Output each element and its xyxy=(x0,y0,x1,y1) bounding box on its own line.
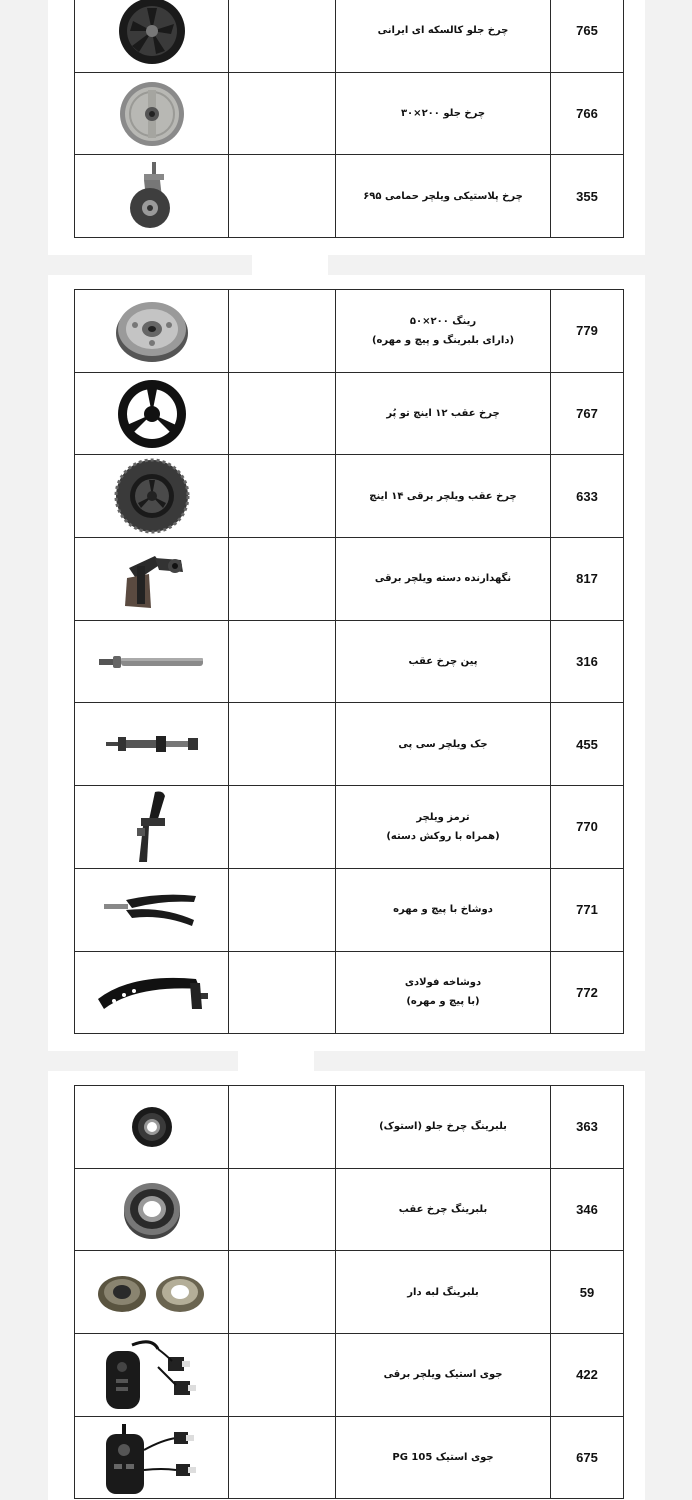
blank-cell xyxy=(229,1334,336,1417)
caster-wheel-icon xyxy=(122,160,182,232)
page-gap-strip xyxy=(252,255,328,275)
parts-table xyxy=(74,0,624,238)
product-image xyxy=(75,703,229,786)
three-spoke-wheel-icon xyxy=(116,378,188,450)
product-name: جوی استیک PG 105 xyxy=(336,1416,551,1499)
blank-cell xyxy=(229,1086,336,1169)
table-row xyxy=(75,72,624,155)
product-code: 772 xyxy=(551,951,624,1034)
product-code: 363 xyxy=(551,1086,624,1169)
catalog-page-1 xyxy=(48,0,645,255)
product-code: 346 xyxy=(551,1168,624,1251)
parts-table xyxy=(74,289,624,1034)
parts-table xyxy=(74,1085,624,1499)
product-name: دوشاخه فولادی (با پیچ و مهره) xyxy=(336,951,551,1034)
product-code: 767 xyxy=(551,372,624,455)
product-image xyxy=(75,951,229,1034)
blank-cell xyxy=(229,1251,336,1334)
blank-cell xyxy=(229,620,336,703)
blank-cell xyxy=(229,72,336,155)
table-row xyxy=(75,951,624,1034)
catalog-page-2 xyxy=(48,275,645,1051)
product-name: جک ویلچر سی پی xyxy=(336,703,551,786)
product-image xyxy=(75,155,229,238)
product-code: 316 xyxy=(551,620,624,703)
fork-icon xyxy=(102,890,202,930)
product-image xyxy=(75,786,229,869)
table-row xyxy=(75,620,624,703)
product-name: نگهدارنده دسته ویلچر برقی xyxy=(336,538,551,621)
blank-cell xyxy=(229,455,336,538)
product-image xyxy=(75,538,229,621)
product-image xyxy=(75,1168,229,1251)
table-row xyxy=(75,155,624,238)
product-image xyxy=(75,1334,229,1417)
blank-cell xyxy=(229,290,336,373)
steel-fork-icon xyxy=(92,969,212,1015)
product-image xyxy=(75,1416,229,1499)
handle-holder-icon xyxy=(115,546,189,612)
blank-cell xyxy=(229,951,336,1034)
table-row xyxy=(75,0,624,72)
product-image xyxy=(75,455,229,538)
blank-cell xyxy=(229,703,336,786)
product-name: پین چرخ عقب xyxy=(336,620,551,703)
large-bearing-icon xyxy=(122,1179,182,1241)
product-image xyxy=(75,620,229,703)
table-row xyxy=(75,538,624,621)
table-row xyxy=(75,868,624,951)
table-row xyxy=(75,372,624,455)
product-code: 765 xyxy=(551,0,624,72)
table-row xyxy=(75,1334,624,1417)
tread-tire-wheel-icon xyxy=(114,458,190,534)
product-image xyxy=(75,0,229,72)
product-image xyxy=(75,72,229,155)
gray-disc-wheel-icon xyxy=(118,80,186,148)
blank-cell xyxy=(229,0,336,72)
product-name: جوی استیک ویلچر برقی xyxy=(336,1334,551,1417)
product-name: چرخ پلاستیکی ویلچر حمامی ۶۹۵ xyxy=(336,155,551,238)
page-gap-strip xyxy=(238,1051,314,1071)
product-image xyxy=(75,868,229,951)
product-code: 455 xyxy=(551,703,624,786)
table-row xyxy=(75,290,624,373)
product-name: بلبرینگ چرخ عقب xyxy=(336,1168,551,1251)
flanged-bearing-icon xyxy=(96,1270,208,1314)
blank-cell xyxy=(229,155,336,238)
product-code: 766 xyxy=(551,72,624,155)
table-row xyxy=(75,1086,624,1169)
product-name: ترمز ویلچر (همراه با روکش دسته) xyxy=(336,786,551,869)
table-row xyxy=(75,455,624,538)
table-row xyxy=(75,1251,624,1334)
brake-lever-icon xyxy=(127,788,177,866)
product-name: چرخ عقب ۱۲ اینچ تو پُر xyxy=(336,372,551,455)
catalog-page-3 xyxy=(48,1071,645,1500)
blank-cell xyxy=(229,372,336,455)
product-image xyxy=(75,290,229,373)
product-code: 59 xyxy=(551,1251,624,1334)
product-name: چرخ عقب ویلچر برقی ۱۴ اینچ xyxy=(336,455,551,538)
product-name: رینگ ۲۰۰×۵۰ (دارای بلبرینگ و پیچ و مهره) xyxy=(336,290,551,373)
product-image xyxy=(75,372,229,455)
product-code: 817 xyxy=(551,538,624,621)
product-code: 770 xyxy=(551,786,624,869)
product-code: 422 xyxy=(551,1334,624,1417)
product-code: 771 xyxy=(551,868,624,951)
product-image xyxy=(75,1251,229,1334)
table-row xyxy=(75,1168,624,1251)
jack-rod-icon xyxy=(104,731,200,757)
product-name: چرخ جلو کالسکه ای ایرانی xyxy=(336,0,551,72)
joystick-pg-icon xyxy=(102,1420,202,1496)
product-code: 675 xyxy=(551,1416,624,1499)
blank-cell xyxy=(229,1416,336,1499)
product-code: 779 xyxy=(551,290,624,373)
product-name: بلبرینگ لبه دار xyxy=(336,1251,551,1334)
blank-cell xyxy=(229,868,336,951)
axle-pin-icon xyxy=(97,652,207,672)
product-name: بلبرینگ چرخ جلو (استوک) xyxy=(336,1086,551,1169)
table-row xyxy=(75,786,624,869)
small-bearing-icon xyxy=(130,1105,174,1149)
table-row xyxy=(75,1416,624,1499)
blank-cell xyxy=(229,538,336,621)
product-code: 355 xyxy=(551,155,624,238)
blank-cell xyxy=(229,1168,336,1251)
black-five-spoke-wheel-icon xyxy=(117,0,187,66)
table-row xyxy=(75,703,624,786)
product-image xyxy=(75,1086,229,1169)
metal-rim-icon xyxy=(113,299,191,363)
blank-cell xyxy=(229,786,336,869)
product-name: دوشاخ با پیچ و مهره xyxy=(336,868,551,951)
product-code: 633 xyxy=(551,455,624,538)
product-name: چرخ جلو ۲۰۰×۳۰ xyxy=(336,72,551,155)
joystick-icon xyxy=(102,1337,202,1413)
